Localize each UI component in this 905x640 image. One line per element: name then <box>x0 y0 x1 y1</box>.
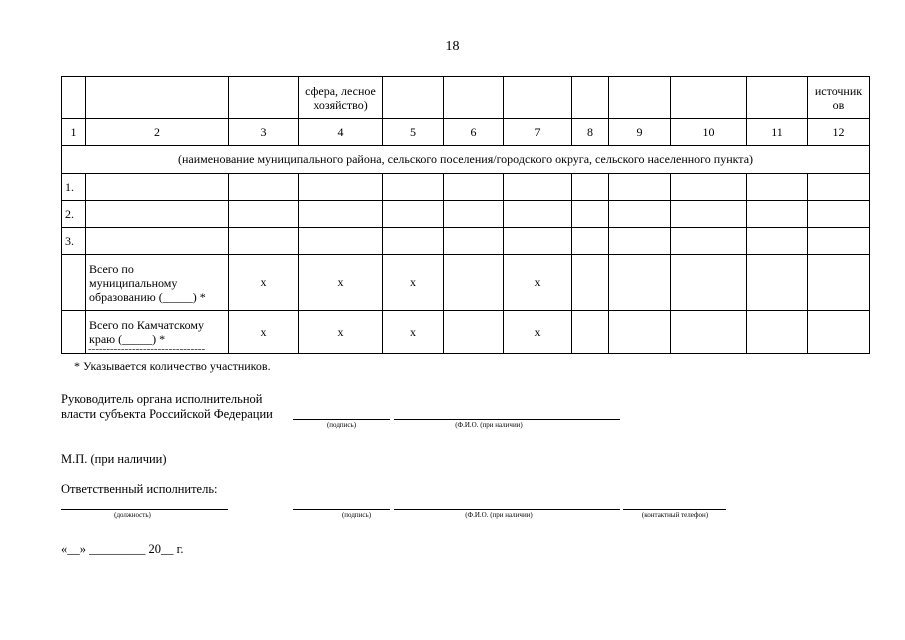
head-signature-caption: (подпись) <box>326 421 357 429</box>
report-table <box>61 76 870 354</box>
head-signature-label: Руководитель органа исполнительной власти субъекта Российской Федерации <box>61 392 273 421</box>
cross-mark: x <box>383 255 444 311</box>
footnote-text: * Указывается количество участников. <box>74 359 271 373</box>
cross-mark: x <box>229 255 299 311</box>
column-number: 11 <box>747 119 808 146</box>
stamp-label: М.П. (при наличии) <box>61 452 167 466</box>
column-number-row <box>62 119 870 146</box>
column-number: 9 <box>609 119 671 146</box>
executor-signature-line <box>293 509 390 510</box>
head-signature-line <box>293 419 390 420</box>
column-number: 3 <box>229 119 299 146</box>
column-number: 5 <box>383 119 444 146</box>
cross-mark: x <box>299 255 383 311</box>
table-row <box>62 201 870 228</box>
region-caption-row <box>62 146 870 174</box>
header-col4-cell: сфера, лесное хозяйство) <box>299 77 383 119</box>
column-number: 2 <box>86 119 229 146</box>
column-number: 4 <box>299 119 383 146</box>
row-number: 1. <box>62 174 86 201</box>
executor-phone-line <box>623 509 726 510</box>
table-row <box>62 228 870 255</box>
page-number: 18 <box>445 39 460 54</box>
cross-mark: x <box>383 311 444 354</box>
column-number: 12 <box>808 119 870 146</box>
executor-phone-caption: (контактный телефон) <box>641 511 709 519</box>
footnote-separator: -------------------------------- <box>88 343 206 355</box>
header-col12-cell: источник ов <box>808 77 870 119</box>
column-number: 8 <box>572 119 609 146</box>
cross-mark: x <box>504 255 572 311</box>
executor-name-caption: (Ф.И.О. (при наличии) <box>465 511 533 519</box>
executor-position-caption: (должность) <box>114 511 151 519</box>
column-number: 6 <box>444 119 504 146</box>
region-caption: (наименование муниципального района, сельского поселения/городского округа, сельского населенного пункта) <box>62 146 870 174</box>
total-label: Всего по Камчатскому краю (_____) * <box>86 311 229 354</box>
column-number: 7 <box>504 119 572 146</box>
cross-mark: x <box>504 311 572 354</box>
table-header-row <box>62 77 870 119</box>
executor-label: Ответственный исполнитель: <box>61 482 218 496</box>
executor-name-line <box>394 509 620 510</box>
executor-position-line <box>61 509 228 510</box>
row-number: 2. <box>62 201 86 228</box>
executor-signature-caption: (подпись) <box>341 511 372 519</box>
row-number: 3. <box>62 228 86 255</box>
head-name-line <box>394 419 620 420</box>
total-label: Всего по муниципальному образованию (_____) * <box>86 255 229 311</box>
table-row <box>62 174 870 201</box>
column-number: 1 <box>62 119 86 146</box>
column-number: 10 <box>671 119 747 146</box>
date-line: «__» _________ 20__ г. <box>61 542 184 556</box>
total-row-municipality <box>62 255 870 311</box>
cross-mark: x <box>299 311 383 354</box>
cross-mark: x <box>229 311 299 354</box>
head-name-caption: (Ф.И.О. (при наличии) <box>455 421 523 429</box>
